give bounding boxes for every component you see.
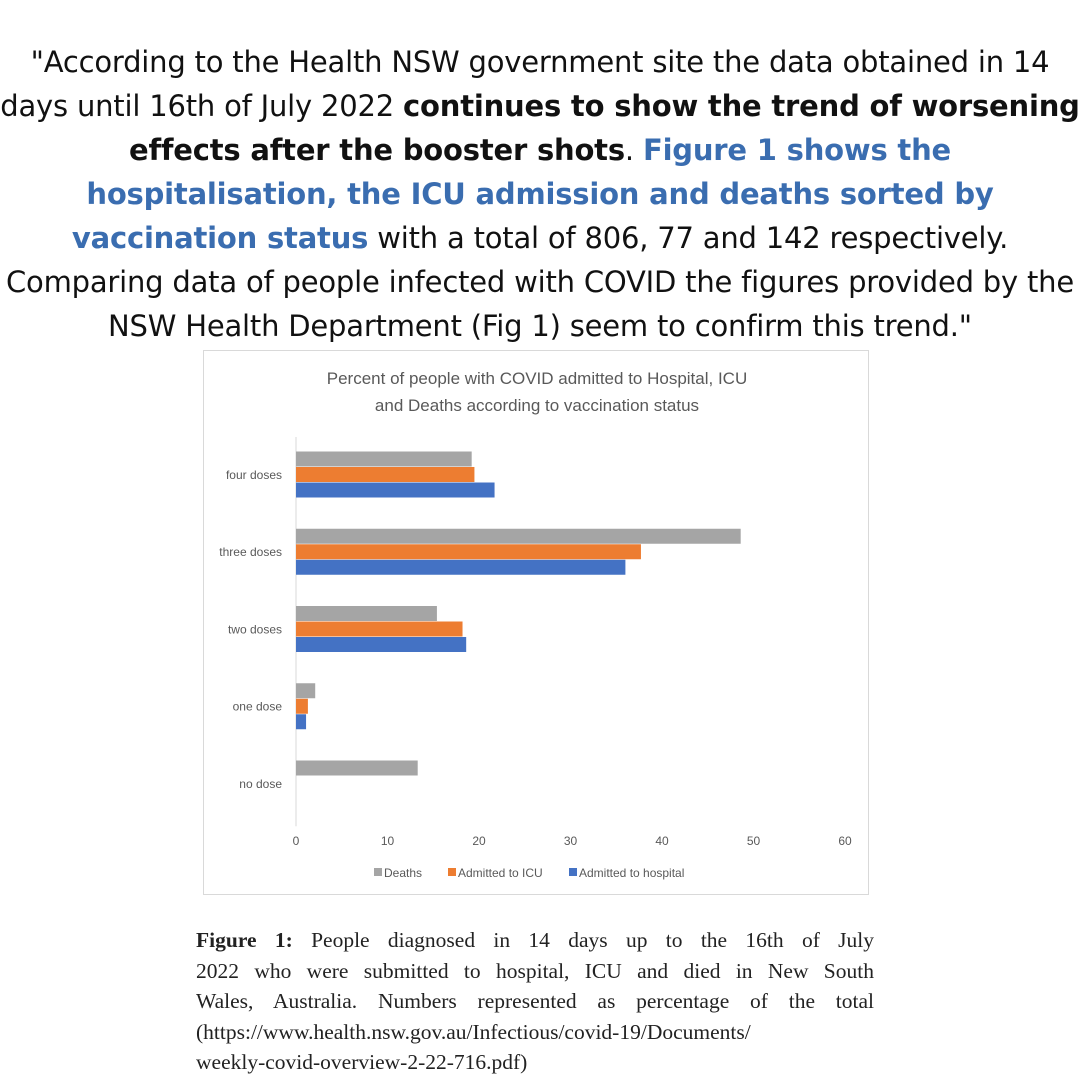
x-tick-label: 10	[380, 834, 395, 848]
quote-part-5: with a total of 806, 77 and 142 respectively. Comparing data of people infected with COVID the figures provided by the NSW Health Department (Fig 1) seem to confirm this trend."	[6, 221, 1074, 343]
bar-admitted-to-hospital	[296, 637, 466, 652]
x-tick-label: 30	[563, 834, 578, 848]
legend-swatch-admitted-to-icu	[448, 868, 456, 876]
legend-swatch-admitted-to-hospital	[569, 868, 577, 876]
x-tick-label: 40	[655, 834, 669, 848]
legend-label: Admitted to hospital	[579, 866, 685, 880]
caption-line-4: (https://www.health.nsw.gov.au/Infectious/covid-19/Documents/	[196, 1019, 751, 1044]
category-label: four doses	[225, 467, 282, 482]
bar-deaths	[296, 452, 472, 467]
quote-part-1: "According to the Health NSW government site the data obtained in 14 days until 16th of July 2022	[0, 45, 1050, 123]
bar-admitted-to-hospital	[296, 714, 306, 729]
chart-frame	[203, 350, 869, 895]
x-tick-label: 0	[292, 834, 300, 848]
bar-deaths	[296, 683, 315, 698]
quote-highlight-part: Figure 1 shows the hospitalisation, the ICU admission and deaths sorted by vaccination status	[71, 133, 994, 255]
x-tick-label: 50	[746, 834, 761, 848]
caption-line-1	[196, 925, 874, 956]
caption-line-5: weekly-covid-overview-2-22-716.pdf)	[196, 1050, 528, 1074]
bar-admitted-to-icu	[296, 544, 641, 559]
chart-title-line: and Deaths according to vaccination status	[374, 396, 700, 415]
category-label: three doses	[219, 545, 282, 559]
bar-deaths	[296, 761, 418, 776]
figure-caption	[196, 925, 874, 1078]
caption-line-2: 2022 who were submitted to hospital, ICU and died in New South	[196, 958, 874, 983]
bar-chart	[204, 351, 870, 896]
bar-admitted-to-icu	[296, 622, 463, 637]
bar-admitted-to-hospital	[296, 483, 495, 498]
quote-bold-part: continues to show the trend of worsening effects after the booster shots	[128, 89, 1080, 167]
legend-label: Admitted to ICU	[458, 866, 543, 880]
legend-swatch-deaths	[374, 868, 382, 876]
quote-part-3: .	[624, 133, 643, 167]
caption-label: Figure 1:	[196, 928, 293, 952]
category-label: two doses	[227, 622, 282, 637]
quote-text	[0, 40, 1080, 348]
legend-label: Deaths	[384, 866, 423, 880]
chart-title-line: Percent of people with COVID admitted to Hospital, ICU	[326, 369, 748, 388]
caption-line-1-text: People diagnosed in 14 days up to the 16th of July	[292, 928, 875, 952]
x-tick-label: 60	[838, 834, 852, 848]
bar-deaths	[296, 606, 437, 621]
bar-admitted-to-icu	[296, 467, 474, 482]
category-label: one dose	[232, 699, 282, 714]
caption-line-3: Wales, Australia. Numbers represented as percentage of the total	[196, 989, 874, 1013]
bar-deaths	[296, 529, 741, 544]
bar-admitted-to-hospital	[296, 560, 625, 575]
bar-admitted-to-icu	[296, 699, 308, 714]
category-label: no dose	[239, 776, 282, 791]
x-tick-label: 20	[472, 834, 486, 848]
